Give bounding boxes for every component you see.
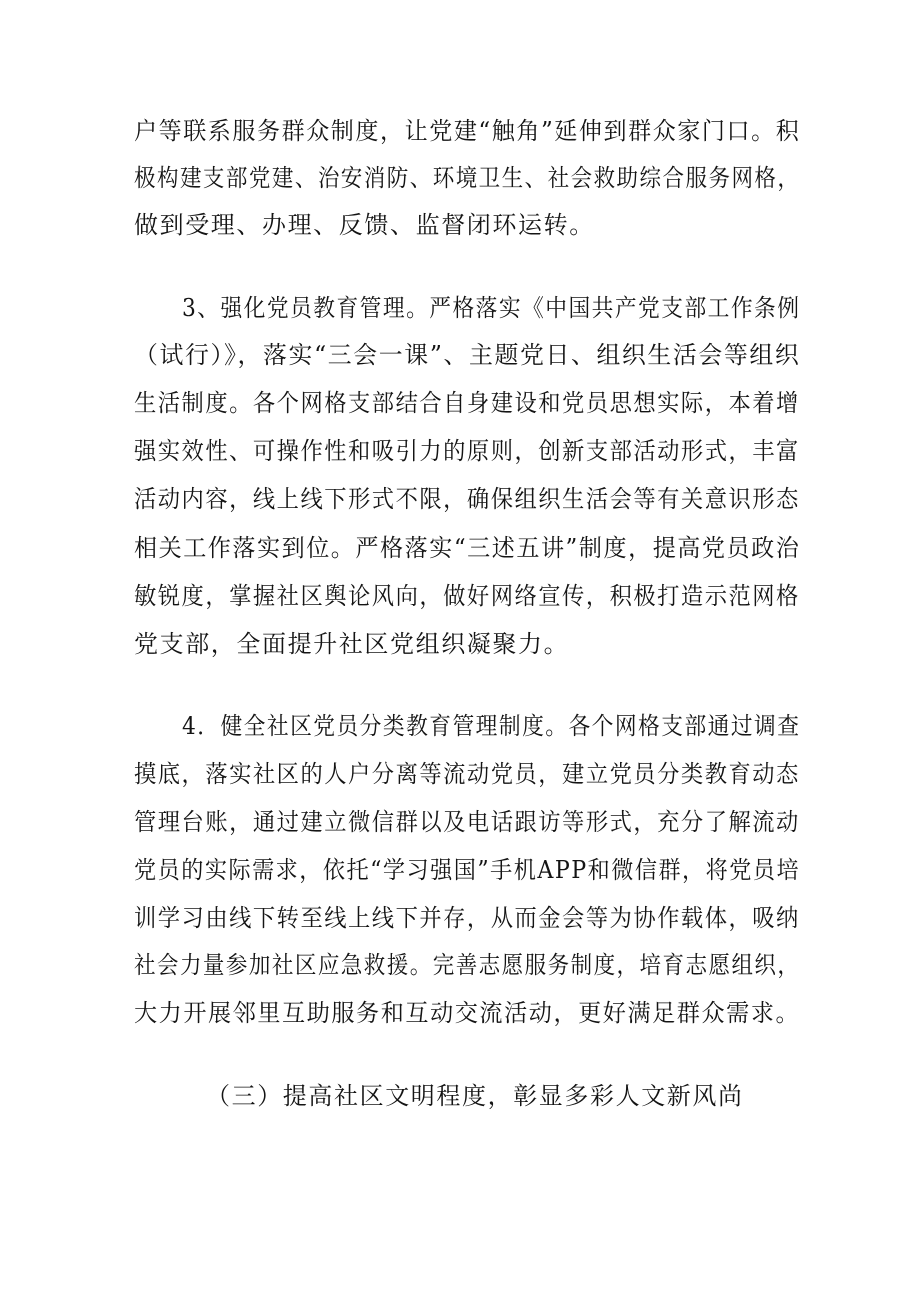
text-line: 训学习由线下转至线上线下并存，从而金会等为协作载体，吸纳 [134, 904, 800, 932]
text-line: 相关工作落实到位。严格落实“三述五讲”制度，提高党员政治 [134, 534, 801, 562]
text-line: 党员的实际需求，依托“学习强国”手机APP和微信群，将党员培 [134, 856, 801, 884]
text-line: 社会力量参加社区应急救援。完善志愿服务制度，培育志愿组织， [134, 951, 801, 979]
text-line: 活动内容，线上线下形式不限，确保组织生活会等有关意识形态 [134, 485, 800, 513]
text-line: 极构建支部党建、治安消防、环境卫生、社会救助综合服务网格， [134, 164, 801, 192]
text-line: 户等联系服务群众制度，让党建“触角”延伸到群众家门口。积 [134, 117, 801, 145]
text-line: 党支部，全面提升社区党组织凝聚力。 [134, 630, 570, 658]
heading-line: （三）提高社区文明程度，彰显多彩人文新风尚 [206, 1082, 744, 1110]
text-line: 3、强化党员教育管理。严格落实《中国共产党支部工作条例 [182, 294, 801, 322]
text-line: 敏锐度，掌握社区舆论风向，做好网络宣传，积极打造示范网格 [134, 582, 800, 610]
text-line: 强实效性、可操作性和吸引力的原则，创新支部活动形式，丰富 [134, 437, 800, 465]
text-line: （试行）》，落实“三会一课”、主题党日、组织生活会等组织 [134, 341, 801, 369]
text-line: 生活制度。各个网格支部结合自身建设和党员思想实际，本着增 [134, 389, 800, 417]
text-line: 4．健全社区党员分类教育管理制度。各个网格支部通过调查 [182, 712, 801, 740]
text-line: 大力开展邻里互助服务和互动交流活动，更好满足群众需求。 [134, 999, 801, 1027]
text-line: 摸底，落实社区的人户分离等流动党员，建立党员分类教育动态 [134, 760, 800, 788]
text-line: 做到受理、办理、反馈、监督闭环运转。 [134, 211, 595, 239]
text-line: 管理台账，通过建立微信群以及电话跟访等形式，充分了解流动 [134, 808, 800, 836]
